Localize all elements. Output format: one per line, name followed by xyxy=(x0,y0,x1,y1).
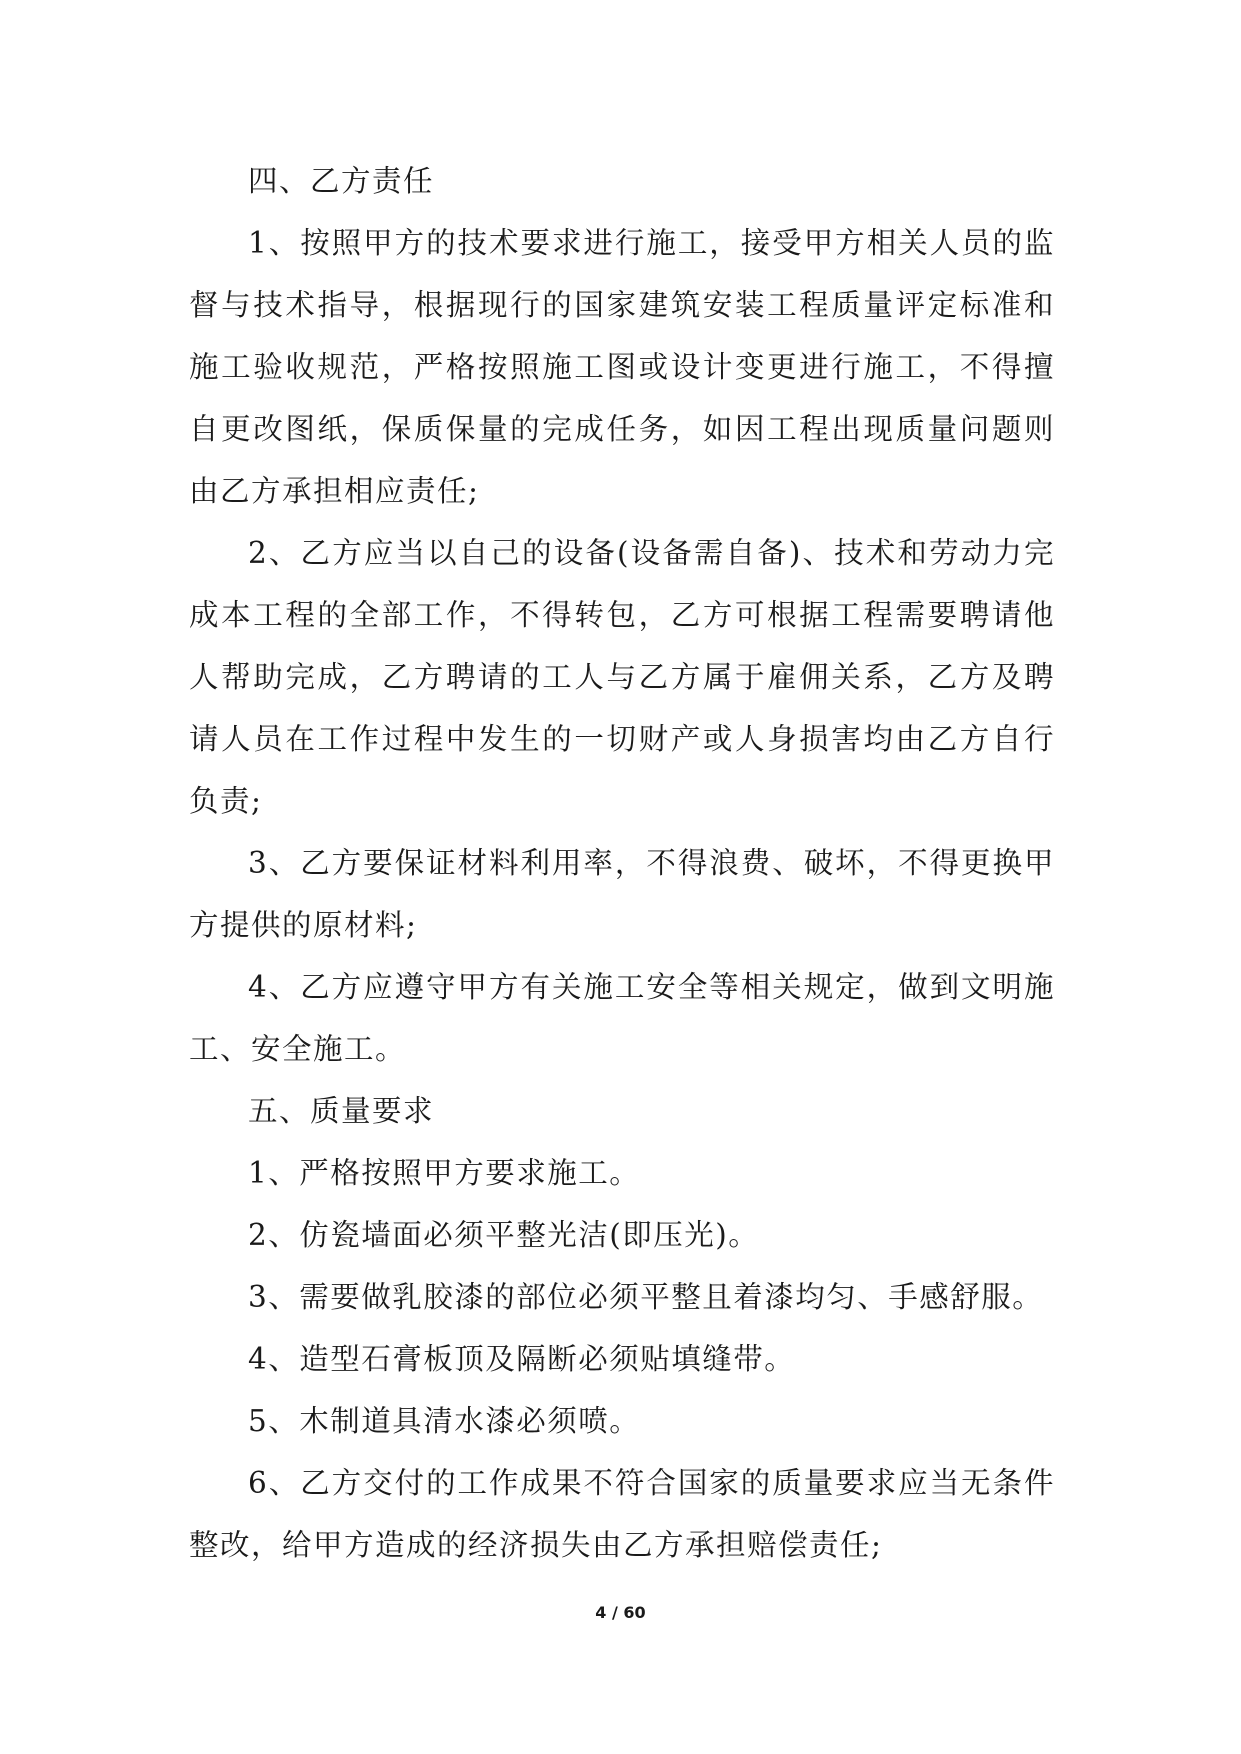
paragraph-clause-5-3: 3、需要做乳胶漆的部位必须平整且着漆均匀、手感舒服。 xyxy=(248,1280,1044,1314)
paragraph-clause-5-1: 1、严格按照甲方要求施工。 xyxy=(248,1156,641,1190)
section-heading-quality-requirements: 五、质量要求 xyxy=(248,1094,435,1128)
paragraph-clause-5-5: 5、木制道具清水漆必须喷。 xyxy=(248,1404,641,1438)
paragraph-clause-5-2: 2、仿瓷墙面必须平整光洁(即压光)。 xyxy=(248,1218,760,1252)
section-heading-party-b-responsibility: 四、乙方责任 xyxy=(248,164,435,198)
paragraph-clause-4-3: 3、乙方要保证材料利用率，不得浪费、破坏，不得更换甲方提供的原材料; xyxy=(189,846,1055,942)
page-number: 4 / 60 xyxy=(595,1603,646,1622)
paragraph-clause-4-1: 1、按照甲方的技术要求进行施工，接受甲方相关人员的监督与技术指导，根据现行的国家建筑安装工程质量评定标准和施工验收规范，严格按照施工图或设计变更进行施工，不得擅自更改图纸，保质保量的完成任务，如因工程出现质量问题则由乙方承担相应责任; xyxy=(189,226,1055,508)
paragraph-clause-5-6: 6、乙方交付的工作成果不符合国家的质量要求应当无条件整改，给甲方造成的经济损失由乙方承担赔偿责任; xyxy=(189,1466,1055,1562)
paragraph-clause-5-4: 4、造型石膏板顶及隔断必须贴填缝带。 xyxy=(248,1342,796,1376)
paragraph-clause-4-4: 4、乙方应遵守甲方有关施工安全等相关规定，做到文明施工、安全施工。 xyxy=(189,970,1055,1066)
document-body xyxy=(189,150,1055,1576)
paragraph-clause-4-2: 2、乙方应当以自己的设备(设备需自备)、技术和劳动力完成本工程的全部工作，不得转包，乙方可根据工程需要聘请他人帮助完成，乙方聘请的工人与乙方属于雇佣关系，乙方及聘请人员在工作过程中发生的一切财产或人身损害均由乙方自行负责; xyxy=(189,536,1055,818)
